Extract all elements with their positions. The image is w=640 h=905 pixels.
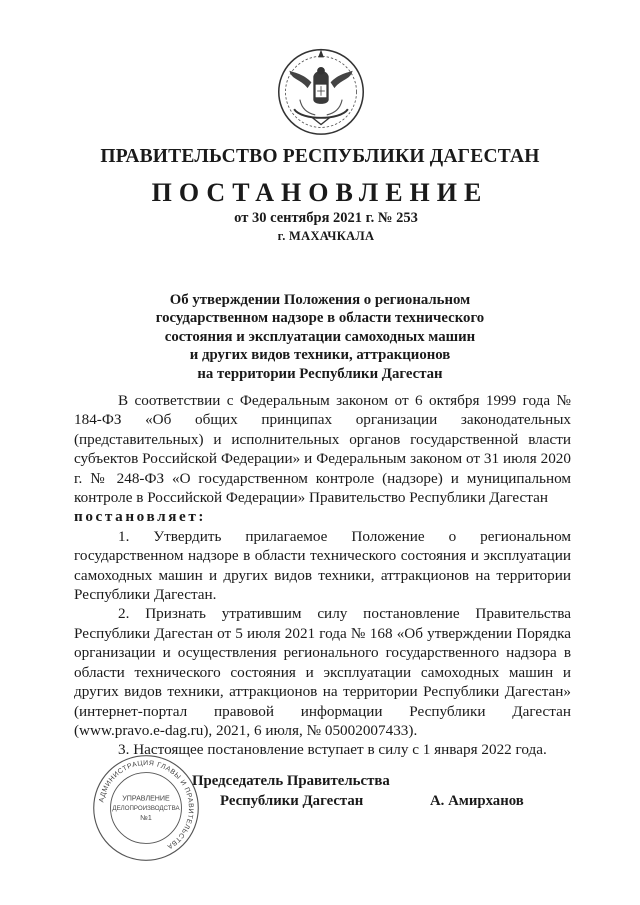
coat-of-arms-emblem <box>272 42 370 138</box>
title-line: Об утверждении Положения о региональном <box>169 292 471 308</box>
title-line: и других видов техники, аттракционов <box>189 347 451 364</box>
item-2-paragraph: 2. Признать утратившим силу постановление Правительства Республики Дагестан от 5 июля 2021 года № 168 «Об утверждении Порядка организации и осуществления регионального государственного надзора в области технического состояния и эксплуатации самоходных машин и других видов техники, аттракционов на территории Республики Дагестан» (интернет-портал правовой информации Республики Дагестан (www.pravo.e-dag.ru), 2021, 6 июля, № 05002007433). <box>74 605 571 739</box>
title-line: государственном надзоре в области технического <box>155 310 485 327</box>
stamp-line-1: УПРАВЛЕНИЕ <box>122 794 170 803</box>
date-number: от 30 сентября 2021 г. № 253 <box>234 210 418 226</box>
stamp-line-2: ДЕЛОПРОИЗВОДСТВА <box>112 804 180 812</box>
signatory-name: А. Амирханов <box>430 793 524 809</box>
signatory-position-line-2: Республики Дагестан <box>220 793 364 809</box>
signatory-position-line-1: Председатель Правительства <box>192 773 390 789</box>
government-name: ПРАВИТЕЛЬСТВО РЕСПУБЛИКИ ДАГЕСТАН <box>100 146 540 167</box>
document-type: ПОСТАНОВЛЕНИЕ <box>151 178 489 207</box>
city: г. МАХАЧКАЛА <box>277 229 375 243</box>
stamp-line-3: №1 <box>140 814 152 823</box>
item-3-paragraph: 3. Настоящее постановление вступает в силу с 1 января 2022 года. <box>118 741 547 759</box>
title-line: состояния и эксплуатации самоходных машин <box>164 328 476 345</box>
office-stamp <box>90 752 202 864</box>
stamp-ring-text: АДМИНИСТРАЦИЯ ГЛАВЫ И ПРАВИТЕЛЬСТВА <box>98 760 195 851</box>
document-body <box>74 391 571 760</box>
preamble-paragraph: В соответствии с Федеральным законом от 6 октября 1999 года № 184-ФЗ «Об общих принципах организации законодательных (представительных) и исполнительных органов государственной власти субъектов Российской Федерации» и Федеральным законом от 31 июля 2020 г. № 248-ФЗ «О государственном контроле (надзоре) и муниципальном контроле в Российской Федерации» Правительство Республики Дагестан <box>74 392 571 507</box>
title-line: на территории Республики Дагестан <box>197 365 443 382</box>
document-title <box>120 291 520 383</box>
decides-word: постановляет: <box>74 508 207 526</box>
item-1-paragraph: 1. Утвердить прилагаемое Положение о региональном государственном надзоре в области технического состояния и эксплуатации самоходных машин и других видов техники, аттракционов на территории Республики Дагестан. <box>74 527 571 604</box>
